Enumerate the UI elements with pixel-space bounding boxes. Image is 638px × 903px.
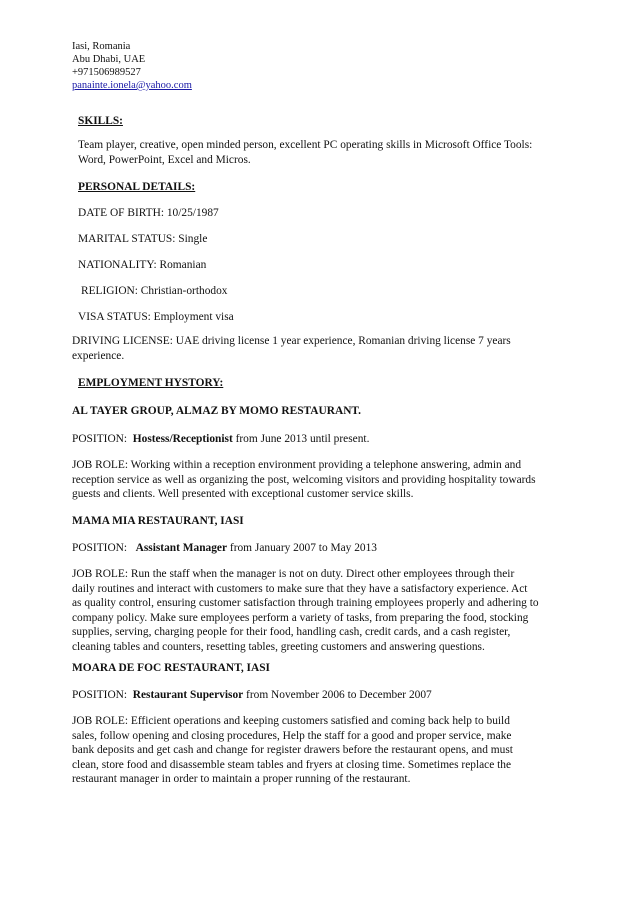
- job-role-line: JOB ROLE: Working within a reception environment providing a telephone answering, admin and: [72, 459, 522, 471]
- job-role-line: cleaning tables and counters, resetting tables, greeting customers and answering questions.: [72, 640, 485, 653]
- employment-history-heading: EMPLOYMENT HYSTORY:: [78, 377, 224, 389]
- job-position-dates: from January 2007 to May 2013: [227, 542, 377, 554]
- job-role-line: reception service as well as organizing the post, welcoming visitors and providing hospitality towards: [72, 473, 536, 486]
- contact-block: [72, 40, 192, 92]
- job-role-paragraph: [72, 714, 572, 787]
- job-role-paragraph: [72, 567, 572, 655]
- job-position-label: POSITION:: [72, 689, 133, 701]
- job-position: [72, 432, 369, 447]
- job-role-line: guests and clients. Well presented with exceptional customer service skills.: [72, 488, 414, 501]
- job-position-title: Hostess/Receptionist: [132, 433, 233, 445]
- job-position-dates: from November 2006 to December 2007: [243, 689, 432, 701]
- religion: RELIGION: Christian-orthodox: [81, 285, 228, 297]
- job-role-line: clean, store food and disassemble steam tables and fryers at closing time. Sometimes replace the: [72, 758, 512, 771]
- job-position-dates: from June 2013 until present.: [232, 433, 370, 445]
- skills-line: Word, PowerPoint, Excel and Micros.: [78, 153, 251, 166]
- job-position: [72, 541, 377, 556]
- driving-license-line: DRIVING LICENSE: UAE driving license 1 year experience, Romanian driving license 7 years: [72, 335, 511, 347]
- job-role-line: restaurant manager in order to maintain a proper running of the restaurant.: [72, 773, 411, 786]
- job-position: [72, 688, 432, 703]
- date-of-birth: DATE OF BIRTH: 10/25/1987: [78, 207, 219, 219]
- skills-paragraph: [78, 138, 578, 167]
- job-position-title: Restaurant Supervisor: [132, 689, 244, 701]
- visa-status: VISA STATUS: Employment visa: [78, 311, 234, 323]
- skills-heading: SKILLS:: [78, 115, 123, 127]
- job-role-line: sales, follow opening and closing procedures, Help the staff for a good and proper service, make: [72, 729, 512, 742]
- personal-details-heading: PERSONAL DETAILS:: [78, 181, 196, 193]
- job-position-label: POSITION:: [72, 542, 136, 554]
- job-role-paragraph: [72, 458, 572, 502]
- driving-license-line: experience.: [72, 349, 125, 362]
- job-role-line: bank deposits and get cash and change for register drawers before the restaurant opens, and must: [72, 744, 513, 757]
- job-company: MAMA MIA RESTAURANT, IASI: [72, 515, 244, 527]
- job-role-line: JOB ROLE: Efficient operations and keeping customers satisfied and coming back help to build: [72, 715, 510, 727]
- contact-city-uae: Abu Dhabi, UAE: [72, 54, 146, 65]
- job-role-line: daily routines and interact with customers to make sure that they have a satisfactory experience. Act: [72, 582, 528, 595]
- contact-email-link[interactable]: panainte.ionela@yahoo.com: [72, 80, 192, 91]
- driving-license-paragraph: [72, 334, 572, 363]
- contact-city-romania: Iasi, Romania: [72, 41, 131, 52]
- job-role-line: company policy. Make sure employees perform a variety of tasks, from preparing the food, stocking: [72, 611, 529, 624]
- job-role-line: supplies, serving, charging people for their food, handling cash, credit cards, and a cash register,: [72, 626, 511, 639]
- skills-line: Team player, creative, open minded person, excellent PC operating skills in Microsoft Office Tools:: [78, 139, 533, 151]
- nationality: NATIONALITY: Romanian: [78, 259, 207, 271]
- job-role-line: as quality control, ensuring customer satisfaction through training employees properly and adhering to: [72, 597, 539, 610]
- job-company: AL TAYER GROUP, ALMAZ BY MOMO RESTAURANT.: [72, 405, 362, 417]
- contact-phone: +971506989527: [72, 67, 141, 78]
- job-position-title: Assistant Manager: [135, 542, 228, 554]
- marital-status: MARITAL STATUS: Single: [78, 233, 208, 245]
- job-company: MOARA DE FOC RESTAURANT, IASI: [72, 662, 270, 674]
- job-role-line: JOB ROLE: Run the staff when the manager is not on duty. Direct other employees through their: [72, 568, 515, 580]
- job-position-label: POSITION:: [72, 433, 133, 445]
